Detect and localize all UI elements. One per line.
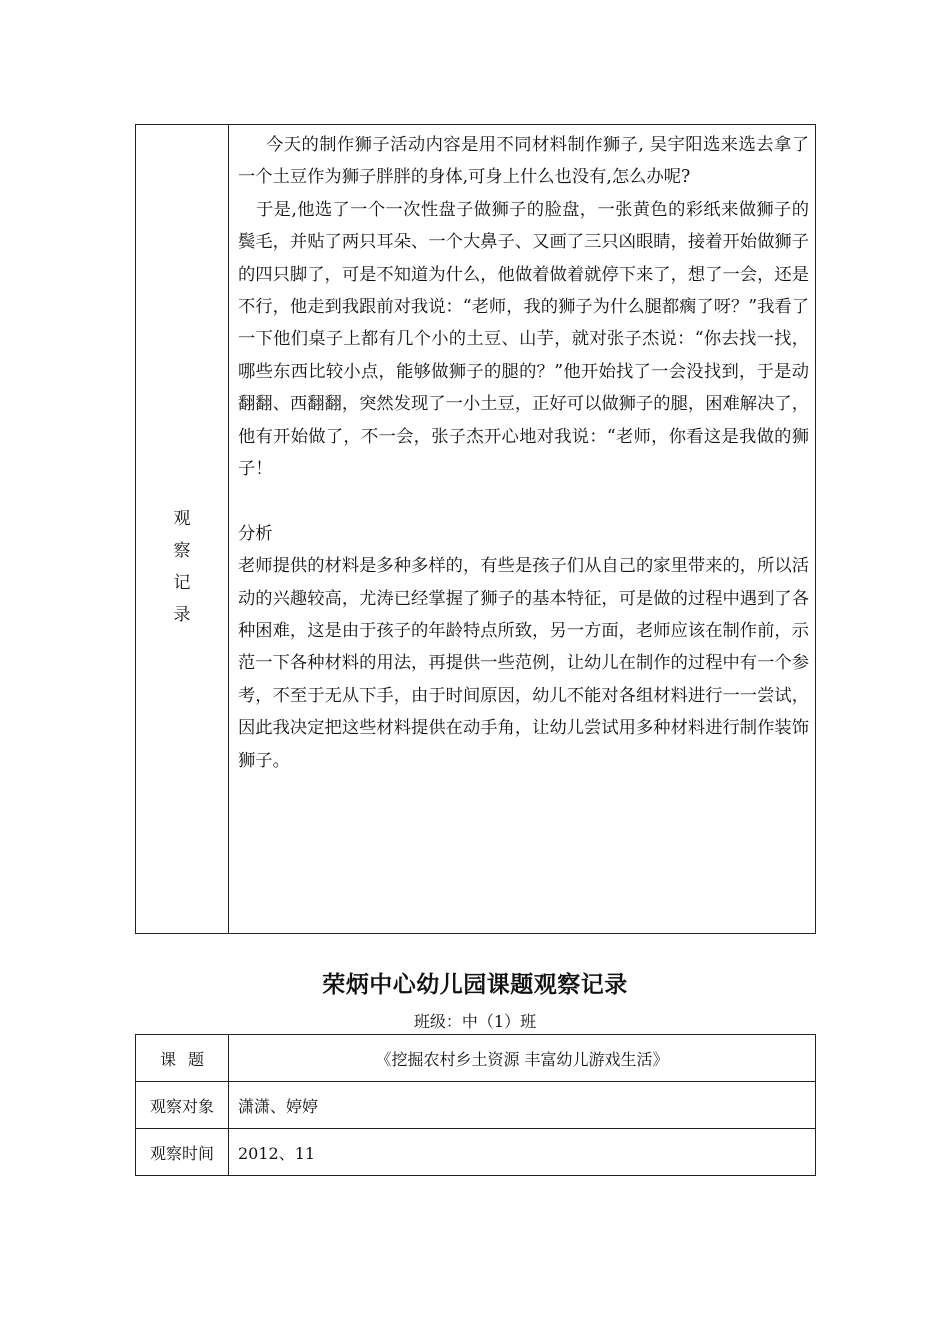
- subject-value: 潇潇、婷婷: [229, 1082, 816, 1129]
- observation-label-char: 察: [173, 541, 191, 561]
- topic-row: [136, 1035, 816, 1082]
- observation-paragraph-2: 于是,他选了一个一次性盘子做狮子的脸盘，一张黄色的彩纸来做狮子的鬓毛，并贴了两只耳朵、一个大鼻子、又画了三只凶眼睛，接着开始做狮子的四只脚了，可是不知道为什么，他做着做着就停下来了，想了一会，还是不行，他走到我跟前对我说：“老师，我的狮子为什么腿都瘸了呀？”我看了一下他们桌子上都有几个小的土豆、山芋，就对张子杰说：“你去找一找，哪些东西比较小点，能够做狮子的腿的？”他开始找了一会没找到，于是动翻翻、西翻翻，突然发现了一小土豆，正好可以做狮子的腿，困难解决了，他有开始做了，不一会，张子杰开心地对我说：“老师，你看这是我做的狮子！: [238, 199, 809, 480]
- observation-label-char: 录: [173, 605, 191, 625]
- paragraph-spacer: [238, 485, 809, 517]
- observation-content-cell: [229, 125, 816, 934]
- topic-value: 《挖掘农村乡土资源 丰富幼儿游戏生活》: [229, 1035, 816, 1082]
- subject-row: [136, 1082, 816, 1129]
- subject-label: 观察对象: [136, 1082, 229, 1129]
- topic-label-cell: [136, 1035, 229, 1082]
- time-row: [136, 1129, 816, 1176]
- observation-table: [135, 124, 816, 934]
- document-title: 荣炳中心幼儿园课题观察记录: [322, 972, 628, 998]
- observation-label-char: 观: [173, 509, 191, 529]
- observation-label-char: 记: [173, 573, 191, 593]
- info-table: [135, 1034, 816, 1176]
- class-line: 班级：中（1）班: [413, 1012, 537, 1031]
- observation-content: [229, 125, 815, 777]
- observation-label-cell: [136, 125, 229, 934]
- time-value: 2012、11: [229, 1129, 816, 1176]
- observation-paragraph-1: 今天的制作狮子活动内容是用不同材料制作狮子, 吴宇阳选来选去拿了一个土豆作为狮子胖胖的身体,可身上什么也没有,怎么办呢?: [238, 135, 809, 188]
- analysis-text: 老师提供的材料是多种多样的，有些是孩子们从自己的家里带来的，所以活动的兴趣较高，尤涛已经掌握了狮子的基本特征，可是做的过程中遇到了各种困难，这是由于孩子的年龄特点所致，另一方面，老师应该在制作前，示范一下各种材料的用法，再提供一些范例，让幼儿在制作的过程中有一个参考，不至于无从下手，由于时间原因，幼儿不能对各组材料进行一一尝试，因此我决定把这些材料提供在动手角，让幼儿尝试用多种材料进行制作装饰狮子。: [238, 556, 809, 771]
- time-label: 观察时间: [136, 1129, 229, 1176]
- analysis-heading: 分析: [238, 523, 273, 544]
- observation-label: [136, 427, 228, 631]
- topic-label: 课题: [159, 1049, 216, 1069]
